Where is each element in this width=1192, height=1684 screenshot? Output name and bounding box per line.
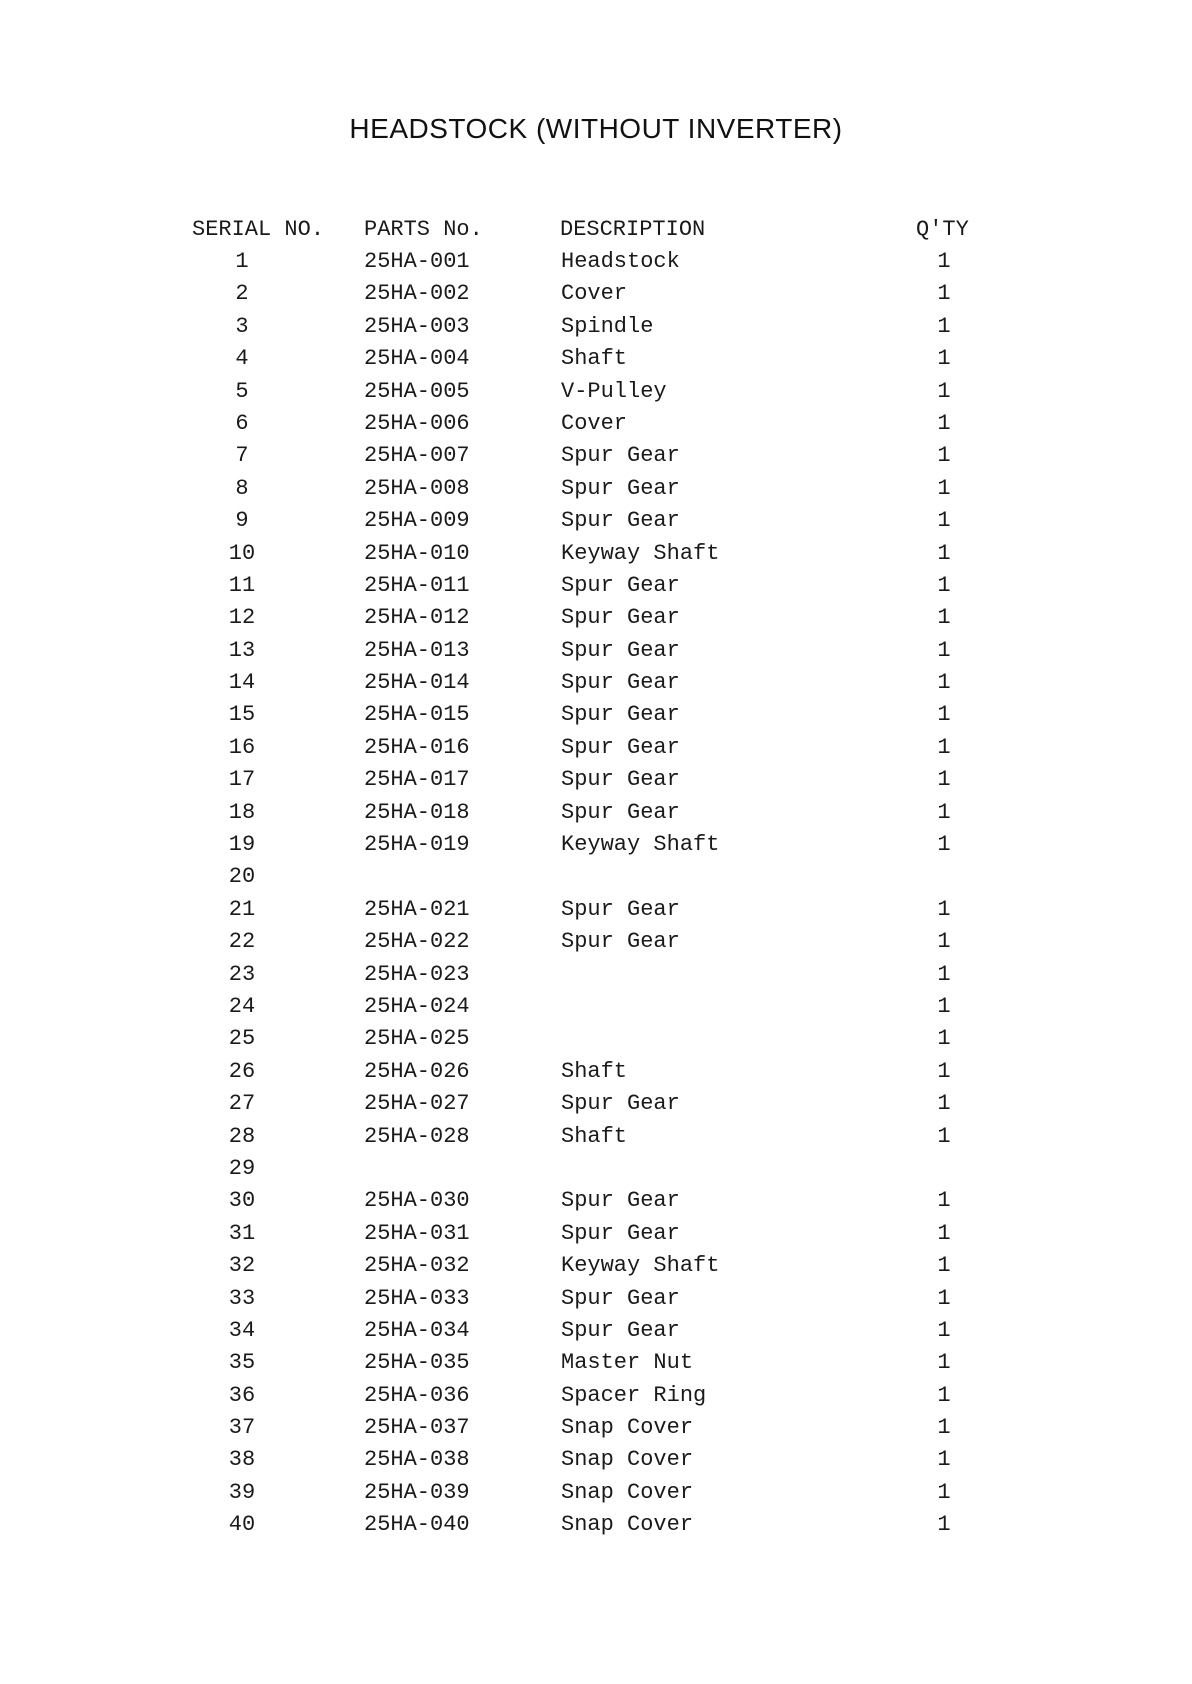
serial-no-cell: 30: [228, 1188, 256, 1214]
parts-no-cell: 25HA-039: [364, 1479, 470, 1505]
serial-no-cell: 29: [228, 1155, 256, 1181]
description-cell: Spur Gear: [561, 605, 680, 631]
description-cell: Snap Cover: [561, 1447, 694, 1473]
parts-no-cell: 25HA-013: [364, 637, 470, 663]
serial-no-cell: 37: [228, 1415, 256, 1441]
serial-no-cell: 12: [228, 605, 256, 631]
serial-no-cell: 33: [228, 1285, 256, 1311]
description-cell: Spur Gear: [561, 767, 680, 793]
qty-cell: 1: [937, 508, 951, 534]
description-cell: Cover: [561, 281, 628, 307]
serial-no-cell: 28: [228, 1123, 256, 1149]
parts-no-cell: 25HA-003: [364, 313, 470, 339]
parts-no-cell: 25HA-032: [364, 1253, 470, 1279]
serial-no-cell: 21: [228, 896, 256, 922]
qty-cell: 1: [937, 799, 951, 825]
table-row: [192, 1315, 992, 1347]
table-row: [192, 1153, 992, 1185]
serial-no-cell: 22: [228, 929, 256, 955]
parts-no-cell: 25HA-035: [364, 1350, 470, 1376]
qty-cell: 1: [937, 410, 951, 436]
parts-no-cell: 25HA-033: [364, 1285, 470, 1311]
table-row: [192, 1088, 992, 1120]
table-row: [192, 1509, 992, 1541]
qty-cell: 1: [937, 1253, 951, 1279]
table-row: [192, 376, 992, 408]
parts-no-cell: 25HA-024: [364, 993, 470, 1019]
parts-no-cell: 25HA-012: [364, 605, 470, 631]
parts-no-cell: 25HA-036: [364, 1382, 470, 1408]
serial-no-cell: 40: [228, 1512, 256, 1538]
qty-cell: 1: [937, 249, 951, 274]
serial-no-cell: 6: [235, 410, 249, 436]
parts-no-cell: 25HA-040: [364, 1512, 470, 1538]
table-row: [192, 1023, 992, 1055]
description-cell: Spur Gear: [561, 1091, 680, 1117]
table-row: [192, 246, 992, 278]
table-row: [192, 278, 992, 310]
qty-cell: 1: [937, 1512, 951, 1538]
header-description: DESCRIPTION: [560, 217, 706, 242]
qty-cell: 1: [937, 475, 951, 501]
serial-no-cell: 34: [228, 1317, 256, 1343]
qty-cell: 1: [937, 605, 951, 631]
description-cell: Shaft: [561, 1058, 628, 1084]
page-title: HEADSTOCK (WITHOUT INVERTER): [349, 113, 843, 144]
parts-table: [192, 214, 992, 1542]
table-row: [192, 991, 992, 1023]
table-row: [192, 1283, 992, 1315]
qty-cell: 1: [937, 637, 951, 663]
table-row: [192, 1347, 992, 1379]
serial-no-cell: 13: [228, 637, 256, 663]
parts-no-cell: 25HA-017: [364, 767, 470, 793]
table-row: [192, 473, 992, 505]
table-row: [192, 1185, 992, 1217]
parts-no-cell: 25HA-008: [364, 475, 470, 501]
qty-cell: 1: [937, 1091, 951, 1117]
parts-no-cell: 25HA-010: [364, 540, 470, 566]
qty-cell: 1: [937, 378, 951, 404]
qty-cell: 1: [937, 702, 951, 728]
qty-cell: 1: [937, 832, 951, 858]
description-cell: Master Nut: [561, 1350, 694, 1376]
description-cell: Spur Gear: [561, 508, 680, 534]
table-row: [192, 602, 992, 634]
table-row: [192, 1412, 992, 1444]
table-row: [192, 894, 992, 926]
header-serial-no: SERIAL NO.: [192, 217, 325, 242]
qty-cell: 1: [937, 1317, 951, 1343]
table-row: [192, 570, 992, 602]
serial-no-cell: 23: [228, 961, 256, 987]
table-row: [192, 861, 992, 893]
qty-cell: 1: [937, 346, 951, 372]
serial-no-cell: 9: [235, 508, 249, 534]
table-row: [192, 829, 992, 861]
parts-no-cell: 25HA-004: [364, 346, 470, 372]
qty-cell: 1: [937, 443, 951, 469]
description-cell: Spur Gear: [561, 799, 680, 825]
parts-no-cell: 25HA-022: [364, 929, 470, 955]
parts-no-cell: 25HA-014: [364, 670, 470, 696]
serial-no-cell: 36: [228, 1382, 256, 1408]
table-row: [192, 343, 992, 375]
parts-no-cell: 25HA-030: [364, 1188, 470, 1214]
table-row: [192, 1477, 992, 1509]
description-cell: Keyway Shaft: [561, 540, 720, 566]
parts-no-cell: 25HA-021: [364, 896, 470, 922]
description-cell: Spur Gear: [561, 896, 680, 922]
qty-cell: 1: [937, 1350, 951, 1376]
serial-no-cell: 26: [228, 1058, 256, 1084]
table-row: [192, 538, 992, 570]
parts-no-cell: 25HA-006: [364, 410, 470, 436]
parts-no-cell: 25HA-005: [364, 378, 470, 404]
serial-no-cell: 7: [235, 443, 249, 469]
serial-no-cell: 8: [235, 475, 249, 501]
description-cell: Spur Gear: [561, 670, 680, 696]
parts-no-cell: 25HA-016: [364, 734, 470, 760]
qty-cell: 1: [937, 540, 951, 566]
parts-no-cell: 25HA-007: [364, 443, 470, 469]
table-row: [192, 311, 992, 343]
serial-no-cell: 35: [228, 1350, 256, 1376]
description-cell: Spur Gear: [561, 734, 680, 760]
qty-cell: 1: [937, 1447, 951, 1473]
description-cell: Spur Gear: [561, 475, 680, 501]
header-parts-no: PARTS No.: [364, 217, 483, 242]
description-cell: Shaft: [561, 1123, 628, 1149]
description-cell: Spur Gear: [561, 1220, 680, 1246]
description-cell: Spur Gear: [561, 1285, 680, 1311]
parts-no-cell: 25HA-009: [364, 508, 470, 534]
parts-no-cell: 25HA-028: [364, 1123, 470, 1149]
parts-no-cell: 25HA-025: [364, 1026, 470, 1052]
parts-no-cell: 25HA-018: [364, 799, 470, 825]
parts-no-cell: 25HA-011: [364, 572, 470, 598]
description-cell: Keyway Shaft: [561, 1253, 720, 1279]
parts-no-cell: 25HA-031: [364, 1220, 470, 1246]
qty-cell: 1: [937, 929, 951, 955]
serial-no-cell: 3: [235, 313, 249, 339]
parts-no-cell: 25HA-001: [364, 249, 470, 274]
serial-no-cell: 31: [228, 1220, 256, 1246]
qty-cell: 1: [937, 1188, 951, 1214]
qty-cell: 1: [937, 572, 951, 598]
serial-no-cell: 19: [228, 832, 256, 858]
serial-no-cell: 11: [228, 572, 256, 598]
description-cell: Snap Cover: [561, 1415, 694, 1441]
description-cell: Spur Gear: [561, 929, 680, 955]
serial-no-cell: 24: [228, 993, 256, 1019]
qty-cell: 1: [937, 961, 951, 987]
parts-no-cell: 25HA-034: [364, 1317, 470, 1343]
table-row: [192, 505, 992, 537]
qty-cell: 1: [937, 896, 951, 922]
qty-cell: 1: [937, 1026, 951, 1052]
table-row: [192, 797, 992, 829]
serial-no-cell: 18: [228, 799, 256, 825]
qty-cell: 1: [937, 1123, 951, 1149]
description-cell: Snap Cover: [561, 1512, 694, 1538]
description-cell: Shaft: [561, 346, 628, 372]
qty-cell: 1: [937, 313, 951, 339]
serial-no-cell: 4: [235, 346, 249, 372]
qty-cell: 1: [937, 281, 951, 307]
table-row: [192, 635, 992, 667]
table-row: [192, 1056, 992, 1088]
table-row: [192, 732, 992, 764]
qty-cell: 1: [937, 1382, 951, 1408]
table-row: [192, 959, 992, 991]
table-header: [192, 214, 992, 246]
qty-cell: 1: [937, 734, 951, 760]
description-cell: Headstock: [561, 249, 680, 274]
serial-no-cell: 32: [228, 1253, 256, 1279]
description-cell: Spur Gear: [561, 637, 680, 663]
description-cell: Snap Cover: [561, 1479, 694, 1505]
serial-no-cell: 14: [228, 670, 256, 696]
parts-no-cell: 25HA-037: [364, 1415, 470, 1441]
serial-no-cell: 27: [228, 1091, 256, 1117]
description-cell: Spur Gear: [561, 1188, 680, 1214]
qty-cell: 1: [937, 1479, 951, 1505]
qty-cell: 1: [937, 1220, 951, 1246]
serial-no-cell: 17: [228, 767, 256, 793]
table-row: [192, 1121, 992, 1153]
header-qty: Q'TY: [916, 217, 969, 242]
description-cell: Spacer Ring: [561, 1382, 707, 1408]
serial-no-cell: 1: [235, 249, 249, 274]
qty-cell: 1: [937, 670, 951, 696]
serial-no-cell: 39: [228, 1479, 256, 1505]
table-row: [192, 699, 992, 731]
table-row: [192, 408, 992, 440]
serial-no-cell: 2: [235, 281, 249, 307]
table-row: [192, 440, 992, 472]
table-row: [192, 1250, 992, 1282]
serial-no-cell: 20: [228, 864, 256, 890]
parts-no-cell: 25HA-023: [364, 961, 470, 987]
table-row: [192, 1380, 992, 1412]
serial-no-cell: 25: [228, 1026, 256, 1052]
parts-no-cell: 25HA-015: [364, 702, 470, 728]
table-row: [192, 667, 992, 699]
serial-no-cell: 38: [228, 1447, 256, 1473]
description-cell: Keyway Shaft: [561, 832, 720, 858]
qty-cell: 1: [937, 1415, 951, 1441]
description-cell: Spur Gear: [561, 1317, 680, 1343]
table-row: [192, 764, 992, 796]
qty-cell: 1: [937, 1285, 951, 1311]
parts-no-cell: 25HA-027: [364, 1091, 470, 1117]
parts-no-cell: 25HA-038: [364, 1447, 470, 1473]
description-cell: Cover: [561, 410, 628, 436]
description-cell: Spur Gear: [561, 702, 680, 728]
serial-no-cell: 10: [228, 540, 256, 566]
description-cell: Spur Gear: [561, 443, 680, 469]
parts-no-cell: 25HA-019: [364, 832, 470, 858]
description-cell: Spur Gear: [561, 572, 680, 598]
table-row: [192, 1444, 992, 1476]
description-cell: Spindle: [561, 313, 654, 339]
parts-no-cell: 25HA-002: [364, 281, 470, 307]
table-row: [192, 1218, 992, 1250]
serial-no-cell: 16: [228, 734, 256, 760]
table-body: [192, 246, 992, 1542]
description-cell: V-Pulley: [561, 378, 667, 404]
qty-cell: 1: [937, 993, 951, 1019]
table-row: [192, 926, 992, 958]
serial-no-cell: 15: [228, 702, 256, 728]
qty-cell: 1: [937, 1058, 951, 1084]
parts-no-cell: 25HA-026: [364, 1058, 470, 1084]
serial-no-cell: 5: [235, 378, 249, 404]
qty-cell: 1: [937, 767, 951, 793]
